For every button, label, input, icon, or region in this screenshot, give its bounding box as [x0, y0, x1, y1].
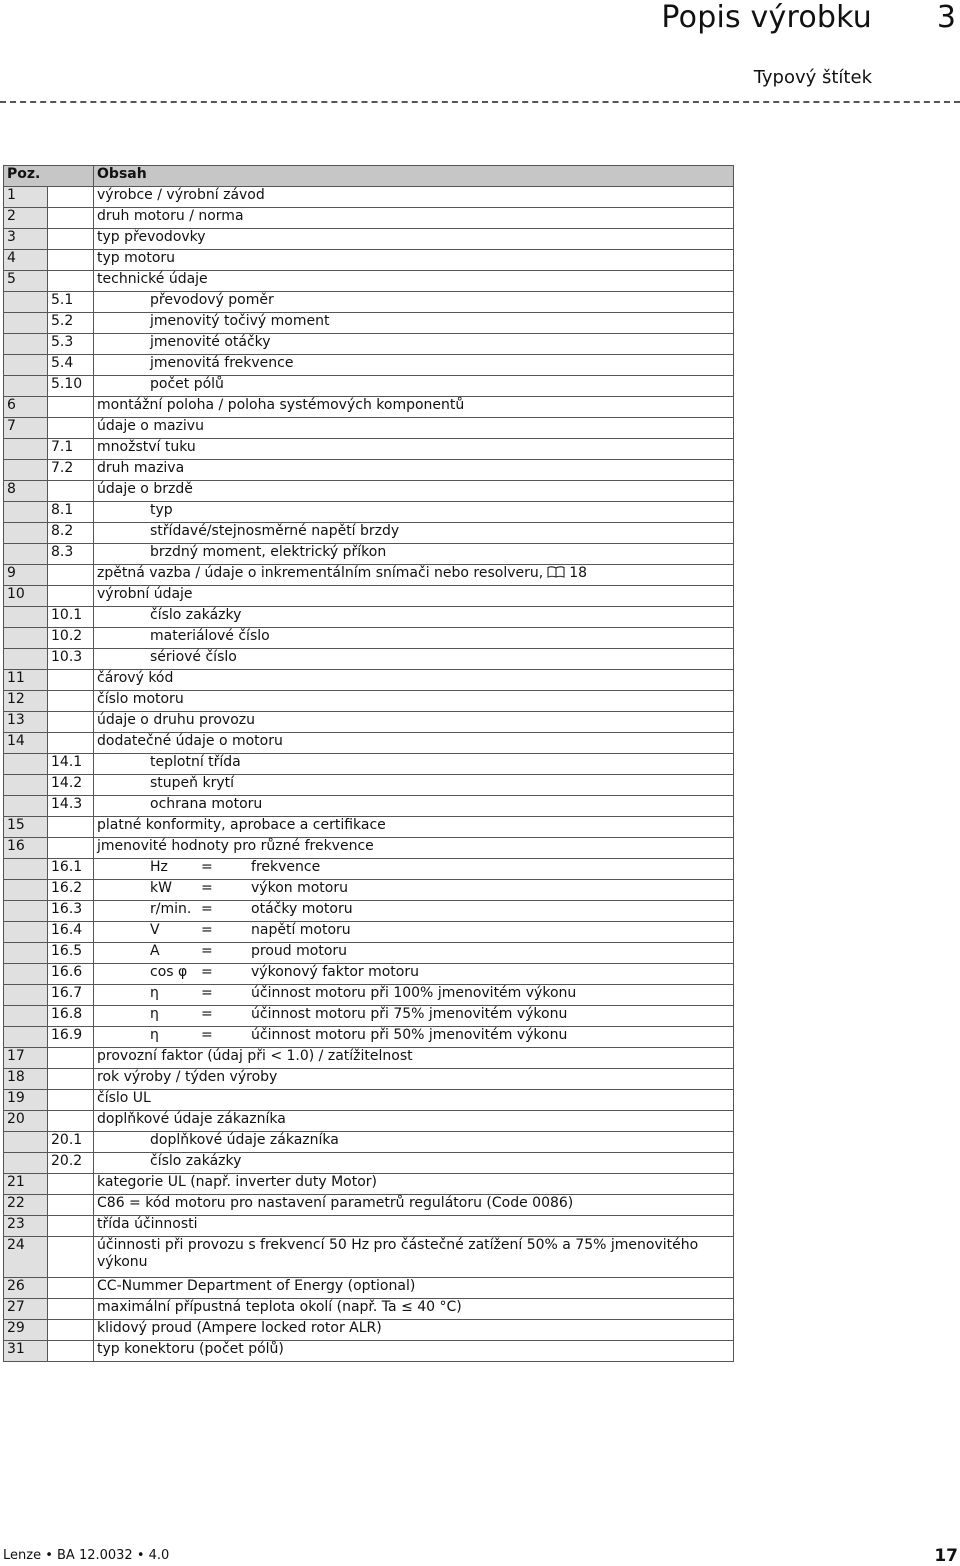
- row-content: [94, 376, 734, 397]
- row-content: [94, 313, 734, 334]
- table-row: [4, 1111, 734, 1132]
- book-icon: [547, 566, 565, 578]
- page-number: 17: [934, 1546, 958, 1566]
- row-position: 7: [4, 418, 48, 439]
- table-row: [4, 880, 734, 901]
- row-position: 26: [4, 1278, 48, 1299]
- row-sub-number: 8.2: [48, 523, 94, 544]
- row-sub-empty: [48, 397, 94, 418]
- table-row: [4, 1132, 734, 1153]
- row-sub-empty: [48, 1195, 94, 1216]
- row-position: 29: [4, 1320, 48, 1341]
- row-content: druh maziva: [94, 460, 734, 481]
- row-content-text: výkonový faktor motoru: [251, 964, 419, 980]
- row-content-text: materiálové číslo: [150, 628, 270, 644]
- row-content-text: teplotní třída: [150, 754, 241, 770]
- row-sub-number: 14.1: [48, 754, 94, 775]
- row-position: 21: [4, 1174, 48, 1195]
- row-content-text: proud motoru: [251, 943, 348, 959]
- table-row: [4, 733, 734, 754]
- table-row: [4, 922, 734, 943]
- row-content-text: účinnost motoru při 75% jmenovitém výkonu: [251, 1006, 568, 1022]
- row-position: [4, 439, 48, 460]
- row-position: 8: [4, 481, 48, 502]
- row-sub-empty: [48, 208, 94, 229]
- row-position: 5: [4, 271, 48, 292]
- row-content-text: počet pólů: [150, 376, 224, 392]
- row-sub-empty: [48, 565, 94, 586]
- row-position: [4, 502, 48, 523]
- row-sub-empty: [48, 1216, 94, 1237]
- quantity-symbol: η: [150, 1027, 159, 1043]
- row-content: typ převodovky: [94, 229, 734, 250]
- row-content: klidový proud (Ampere locked rotor ALR): [94, 1320, 734, 1341]
- row-sub-number: 20.2: [48, 1153, 94, 1174]
- table-row: [4, 1299, 734, 1320]
- table-row: [4, 838, 734, 859]
- row-content-text: napětí motoru: [251, 922, 351, 938]
- table-row: [4, 1069, 734, 1090]
- quantity-symbol: Hz: [150, 859, 168, 875]
- row-position: 6: [4, 397, 48, 418]
- equals-sign: =: [201, 922, 213, 938]
- row-sub-number: 16.7: [48, 985, 94, 1006]
- header-pos: Poz.: [4, 166, 94, 187]
- row-sub-number: 16.2: [48, 880, 94, 901]
- row-content: [94, 880, 734, 901]
- row-sub-number: 7.2: [48, 460, 94, 481]
- row-content: [94, 754, 734, 775]
- row-content: [94, 1027, 734, 1048]
- row-content: [94, 502, 734, 523]
- row-position: [4, 1027, 48, 1048]
- row-position: 13: [4, 712, 48, 733]
- row-sub-number: 10.3: [48, 649, 94, 670]
- table-row: [4, 523, 734, 544]
- row-position: [4, 355, 48, 376]
- nameplate-legend-table: [3, 165, 734, 1362]
- equals-sign: =: [201, 859, 213, 875]
- quantity-symbol: A: [150, 943, 160, 959]
- row-position: [4, 880, 48, 901]
- table-row: [4, 334, 734, 355]
- row-content: množství tuku: [94, 439, 734, 460]
- row-position: 19: [4, 1090, 48, 1111]
- row-position: [4, 1006, 48, 1027]
- row-content: [94, 523, 734, 544]
- row-content: doplňkové údaje zákazníka: [94, 1111, 734, 1132]
- row-sub-empty: [48, 1320, 94, 1341]
- table-row: [4, 817, 734, 838]
- row-content-text: střídavé/stejnosměrné napětí brzdy: [150, 523, 400, 539]
- row-position: [4, 859, 48, 880]
- row-content: údaje o brzdě: [94, 481, 734, 502]
- table-row: [4, 649, 734, 670]
- table-row: [4, 544, 734, 565]
- table-row: [4, 859, 734, 880]
- row-content: [94, 985, 734, 1006]
- header-divider: [0, 101, 960, 103]
- row-content: jmenovité hodnoty pro různé frekvence: [94, 838, 734, 859]
- table-row: [4, 1320, 734, 1341]
- table-row: [4, 1341, 734, 1362]
- row-content-text: otáčky motoru: [251, 901, 353, 917]
- row-sub-empty: [48, 1090, 94, 1111]
- row-position: 31: [4, 1341, 48, 1362]
- row-position: [4, 523, 48, 544]
- row-position: 11: [4, 670, 48, 691]
- row-sub-empty: [48, 187, 94, 208]
- row-sub-number: 14.2: [48, 775, 94, 796]
- row-content: [94, 334, 734, 355]
- row-sub-number: 16.6: [48, 964, 94, 985]
- row-position: 23: [4, 1216, 48, 1237]
- row-content-text: číslo zakázky: [150, 607, 242, 623]
- table-row: [4, 208, 734, 229]
- row-sub-number: 10.2: [48, 628, 94, 649]
- quantity-symbol: r/min.: [150, 901, 192, 917]
- table-row: [4, 901, 734, 922]
- table-row: [4, 712, 734, 733]
- equals-sign: =: [201, 985, 213, 1001]
- row-sub-empty: [48, 691, 94, 712]
- table-row: [4, 460, 734, 481]
- row-content: rok výroby / týden výroby: [94, 1069, 734, 1090]
- row-content: výrobce / výrobní závod: [94, 187, 734, 208]
- row-sub-number: 5.4: [48, 355, 94, 376]
- equals-sign: =: [201, 943, 213, 959]
- row-position: [4, 1132, 48, 1153]
- chapter-title: Popis výrobku: [661, 0, 872, 35]
- row-sub-empty: [48, 817, 94, 838]
- row-sub-number: 5.1: [48, 292, 94, 313]
- table-row: [4, 607, 734, 628]
- row-position: [4, 964, 48, 985]
- quantity-symbol: kW: [150, 880, 172, 896]
- quantity-symbol: cos φ: [150, 964, 188, 980]
- table-row: [4, 754, 734, 775]
- table-row: [4, 481, 734, 502]
- row-content: [94, 565, 734, 586]
- row-position: 10: [4, 586, 48, 607]
- row-sub-number: 20.1: [48, 1132, 94, 1153]
- row-sub-empty: [48, 586, 94, 607]
- row-content: [94, 796, 734, 817]
- table-row: [4, 565, 734, 586]
- row-position: [4, 775, 48, 796]
- row-position: [4, 754, 48, 775]
- row-content: typ motoru: [94, 250, 734, 271]
- row-position: [4, 796, 48, 817]
- row-content: technické údaje: [94, 271, 734, 292]
- table-row: [4, 670, 734, 691]
- row-position: [4, 922, 48, 943]
- row-sub-empty: [48, 1111, 94, 1132]
- row-position: [4, 292, 48, 313]
- table-row: [4, 502, 734, 523]
- row-content-text: typ: [150, 502, 173, 518]
- row-position: 27: [4, 1299, 48, 1320]
- row-content: typ konektoru (počet pólů): [94, 1341, 734, 1362]
- row-content-text: číslo zakázky: [150, 1153, 242, 1169]
- row-position: 20: [4, 1111, 48, 1132]
- row-position: 12: [4, 691, 48, 712]
- table-row: [4, 313, 734, 334]
- row-content: [94, 607, 734, 628]
- row-content: [94, 1132, 734, 1153]
- row-content: dodatečné údaje o motoru: [94, 733, 734, 754]
- row-sub-number: 5.3: [48, 334, 94, 355]
- row-position: [4, 544, 48, 565]
- table-row: [4, 1090, 734, 1111]
- row-sub-number: 7.1: [48, 439, 94, 460]
- row-content-text: účinnost motoru při 100% jmenovitém výkonu: [251, 985, 577, 1001]
- table-row: [4, 1027, 734, 1048]
- row-sub-empty: [48, 670, 94, 691]
- table-row: [4, 1006, 734, 1027]
- table-row: [4, 1048, 734, 1069]
- row-content: číslo UL: [94, 1090, 734, 1111]
- equals-sign: =: [201, 880, 213, 896]
- equals-sign: =: [201, 964, 213, 980]
- quantity-symbol: η: [150, 985, 159, 1001]
- table-row: [4, 1153, 734, 1174]
- row-content-text: stupeň krytí: [150, 775, 235, 791]
- row-content: druh motoru / norma: [94, 208, 734, 229]
- row-sub-empty: [48, 229, 94, 250]
- row-sub-number: 16.4: [48, 922, 94, 943]
- row-sub-empty: [48, 712, 94, 733]
- row-content: [94, 649, 734, 670]
- row-content-text: frekvence: [251, 859, 321, 875]
- row-content: výrobní údaje: [94, 586, 734, 607]
- row-content: [94, 1006, 734, 1027]
- table-row: [4, 1195, 734, 1216]
- row-content: montážní poloha / poloha systémových komponentů: [94, 397, 734, 418]
- row-content: [94, 544, 734, 565]
- row-position: 14: [4, 733, 48, 754]
- row-content-text: převodový poměr: [150, 292, 274, 308]
- row-content: [94, 922, 734, 943]
- row-content: [94, 292, 734, 313]
- equals-sign: =: [201, 1027, 213, 1043]
- table-row: [4, 1174, 734, 1195]
- row-sub-number: 16.3: [48, 901, 94, 922]
- row-position: 9: [4, 565, 48, 586]
- row-content: údaje o druhu provozu: [94, 712, 734, 733]
- footer-document-id: Lenze • BA 12.0032 • 4.0: [3, 1548, 170, 1563]
- row-position: [4, 943, 48, 964]
- row-position: 4: [4, 250, 48, 271]
- row-sub-number: 5.10: [48, 376, 94, 397]
- row-position: [4, 1153, 48, 1174]
- chapter-number: 3: [936, 0, 956, 35]
- row-content: kategorie UL (např. inverter duty Motor): [94, 1174, 734, 1195]
- row-content: číslo motoru: [94, 691, 734, 712]
- header-content: Obsah: [94, 166, 734, 187]
- row-content-text: doplňkové údaje zákazníka: [150, 1132, 339, 1148]
- row-content: [94, 901, 734, 922]
- row-sub-number: 16.9: [48, 1027, 94, 1048]
- row-content-text: zpětná vazba / údaje o inkrementálním snímači nebo resolveru,: [97, 565, 544, 581]
- table-row: [4, 397, 734, 418]
- row-position: [4, 334, 48, 355]
- row-sub-empty: [48, 1237, 94, 1278]
- row-content-text: ochrana motoru: [150, 796, 263, 812]
- table-row: [4, 439, 734, 460]
- row-content: maximální přípustná teplota okolí (např. Ta ≤ 40 °C): [94, 1299, 734, 1320]
- row-content: [94, 943, 734, 964]
- row-sub-number: 8.1: [48, 502, 94, 523]
- page-reference: 18: [569, 565, 588, 581]
- row-content: [94, 628, 734, 649]
- row-position: 22: [4, 1195, 48, 1216]
- row-sub-empty: [48, 418, 94, 439]
- row-sub-number: 8.3: [48, 544, 94, 565]
- table-row: [4, 964, 734, 985]
- quantity-symbol: η: [150, 1006, 159, 1022]
- table-row: [4, 1278, 734, 1299]
- table-row: [4, 250, 734, 271]
- row-sub-empty: [48, 1048, 94, 1069]
- row-content: [94, 1153, 734, 1174]
- row-sub-empty: [48, 733, 94, 754]
- row-content: čárový kód: [94, 670, 734, 691]
- row-sub-empty: [48, 271, 94, 292]
- row-position: [4, 985, 48, 1006]
- row-sub-number: 10.1: [48, 607, 94, 628]
- row-content: třída účinnosti: [94, 1216, 734, 1237]
- section-title: Typový štítek: [753, 67, 872, 88]
- row-content: účinnosti při provozu s frekvencí 50 Hz pro částečné zatížení 50% a 75% jmenovitého výkonu: [94, 1237, 734, 1278]
- row-content: platné konformity, aprobace a certifikace: [94, 817, 734, 838]
- quantity-symbol: V: [150, 922, 160, 938]
- row-sub-number: 14.3: [48, 796, 94, 817]
- row-content: [94, 775, 734, 796]
- row-content: [94, 859, 734, 880]
- row-sub-empty: [48, 838, 94, 859]
- row-sub-number: 16.1: [48, 859, 94, 880]
- row-content-text: jmenovité otáčky: [150, 334, 271, 350]
- row-content-text: výkon motoru: [251, 880, 348, 896]
- row-position: 2: [4, 208, 48, 229]
- row-position: [4, 649, 48, 670]
- row-position: 24: [4, 1237, 48, 1278]
- equals-sign: =: [201, 901, 213, 917]
- row-content-text: účinnost motoru při 50% jmenovitém výkonu: [251, 1027, 568, 1043]
- table-header-row: [4, 166, 734, 187]
- row-sub-empty: [48, 1341, 94, 1362]
- table-row: [4, 376, 734, 397]
- table-row: [4, 943, 734, 964]
- row-sub-number: 16.8: [48, 1006, 94, 1027]
- row-content: [94, 964, 734, 985]
- row-position: 16: [4, 838, 48, 859]
- row-position: 3: [4, 229, 48, 250]
- row-content: provozní faktor (údaj při < 1.0) / zatížitelnost: [94, 1048, 734, 1069]
- table-row: [4, 775, 734, 796]
- row-position: 15: [4, 817, 48, 838]
- row-content-text: jmenovitá frekvence: [150, 355, 294, 371]
- table-row: [4, 985, 734, 1006]
- table-row: [4, 355, 734, 376]
- row-sub-number: 16.5: [48, 943, 94, 964]
- row-position: 18: [4, 1069, 48, 1090]
- row-sub-empty: [48, 250, 94, 271]
- row-position: [4, 313, 48, 334]
- table-row: [4, 292, 734, 313]
- row-sub-empty: [48, 1278, 94, 1299]
- row-content-text: brzdný moment, elektrický příkon: [150, 544, 387, 560]
- table-row: [4, 229, 734, 250]
- row-content-text: sériové číslo: [150, 649, 237, 665]
- row-position: [4, 901, 48, 922]
- row-position: [4, 460, 48, 481]
- row-sub-empty: [48, 481, 94, 502]
- table-row: [4, 271, 734, 292]
- equals-sign: =: [201, 1006, 213, 1022]
- row-content-text: jmenovitý točivý moment: [150, 313, 330, 329]
- row-position: 1: [4, 187, 48, 208]
- row-sub-empty: [48, 1299, 94, 1320]
- row-sub-empty: [48, 1174, 94, 1195]
- row-content: CC-Nummer Department of Energy (optional): [94, 1278, 734, 1299]
- table-row: [4, 1237, 734, 1278]
- table-row: [4, 691, 734, 712]
- table-row: [4, 187, 734, 208]
- row-position: [4, 607, 48, 628]
- row-position: [4, 628, 48, 649]
- row-content: C86 = kód motoru pro nastavení parametrů regulátoru (Code 0086): [94, 1195, 734, 1216]
- table-row: [4, 1216, 734, 1237]
- row-position: 17: [4, 1048, 48, 1069]
- row-position: [4, 376, 48, 397]
- row-content: [94, 355, 734, 376]
- table-row: [4, 796, 734, 817]
- table-row: [4, 418, 734, 439]
- table-row: [4, 628, 734, 649]
- row-content: údaje o mazivu: [94, 418, 734, 439]
- table-row: [4, 586, 734, 607]
- row-sub-empty: [48, 1069, 94, 1090]
- row-sub-number: 5.2: [48, 313, 94, 334]
